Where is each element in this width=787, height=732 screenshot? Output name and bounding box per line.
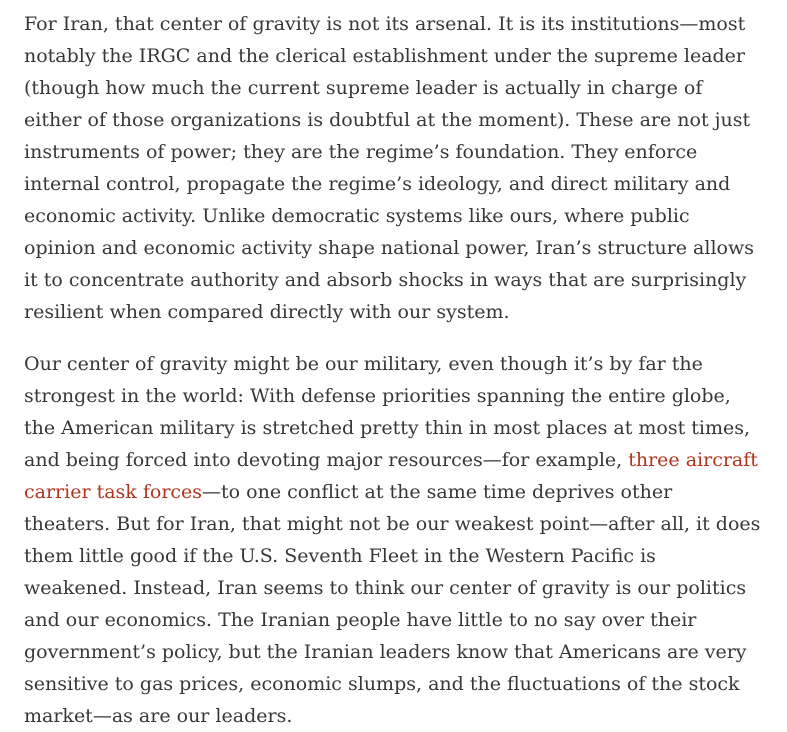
- paragraph-2-text-after-link: —to one conflict at the same time deprives other theaters. But for Iran, that might not be our weakest point—after all, it does them little good if the U.S. Seventh Fleet in the Western Pacific is weakened. Instead, Iran seems to think our center of gravity is our politics and our economics. The Iranian people have little to no say over their government’s policy, but the Iranian leaders know that Americans are very sensitive to gas prices, economic slumps, and the fluctuations of the stock market—as are our leaders.: [24, 481, 761, 727]
- paragraph-iran-center-of-gravity: [24, 8, 763, 328]
- carrier-task-forces-link[interactable]: three aircraft carrier task forces: [24, 449, 758, 503]
- paragraph-us-center-of-gravity: [24, 348, 763, 732]
- paragraph-1-text: For Iran, that center of gravity is not its arsenal. It is its institutions—most notably the IRGC and the clerical establishment under the supreme leader (though how much the current supreme leader is actually in charge of either of those organizations is doubtful at the moment). These are not just instruments of power; they are the regime’s foundation. They enforce internal control, propagate the regime’s ideology, and direct military and economic activity. Unlike democratic systems like ours, where public opinion and economic activity shape national power, Iran’s structure allows it to concentrate authority and absorb shocks in ways that are surprisingly resilient when compared directly with our system.: [24, 13, 754, 323]
- paragraph-2-text-before-link: Our center of gravity might be our military, even though it’s by far the strongest in the world: With defense priorities spanning the entire globe, the American military is stretched pretty thin in most places at most times, and being forced into devoting major resources—for example,: [24, 353, 751, 471]
